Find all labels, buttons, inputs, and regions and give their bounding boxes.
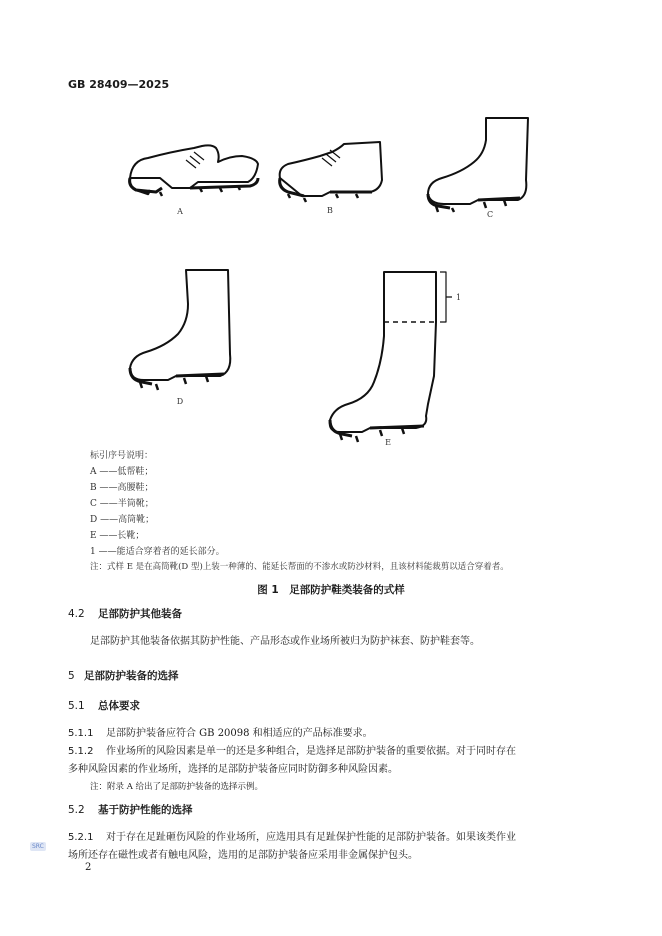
section-title: 基于防护性能的选择 <box>98 804 193 816</box>
section-number: 4.2 <box>68 608 85 620</box>
label-a: A <box>177 207 183 216</box>
page-number: 2 <box>85 862 92 873</box>
clause-note: 注：附录 A 给出了足部防护装备的选择示例。 <box>90 782 264 792</box>
figure-caption: 图 1 足部防护鞋类装备的式样 <box>257 584 405 596</box>
legend-item: A ——低帮鞋； <box>90 467 154 477</box>
figure-note: 注：式样 E 是在高筒靴(D 型)上装一种薄的、能延长帮面的不渗水或防沙材料，且该材料能裁剪以适合穿着者。 <box>90 562 509 572</box>
section-number: 5 <box>68 670 75 682</box>
clause-text: 对于存在足趾砸伤风险的作业场所，应选用具有足趾保护性能的足部防护装备。如果该类作业 <box>106 832 516 843</box>
clause-5-2-1-continued: 场所还存在磁性或者有触电风险，选用的足部防护装备应采用非金属保护包头。 <box>68 850 418 861</box>
clause-text: 作业场所的风险因素是单一的还是多种组合，是选择足部防护装备的重要依据。对于同时存在 <box>106 746 516 757</box>
section-5-2-heading <box>68 802 193 817</box>
section-title: 足部防护其他装备 <box>98 608 182 620</box>
section-4-2-heading <box>68 606 182 621</box>
clause-5-2-1 <box>68 828 516 843</box>
standard-code: GB 28409—2025 <box>68 78 170 91</box>
clause-5-1-2-continued: 多种风险因素的作业场所，选择的足部防护装备应同时防御多种风险因素。 <box>68 764 398 775</box>
footwear-figure <box>90 100 570 450</box>
label-extension: 1 <box>456 293 462 302</box>
section-title: 总体要求 <box>98 700 140 712</box>
section-5-1-heading <box>68 698 140 713</box>
legend-item: 1 ——能适合穿着者的延长部分。 <box>90 547 225 557</box>
legend-item: C ——半筒靴； <box>90 499 154 509</box>
shoe-a-drawing <box>130 145 258 196</box>
section-4-2-text: 足部防护其他装备依据其防护性能、产品形态或作业场所被归为防护袜套、防护鞋套等。 <box>90 636 480 647</box>
shoe-e-drawing <box>330 272 452 442</box>
shoe-b-drawing <box>280 142 382 202</box>
label-e: E <box>385 438 391 447</box>
clause-5-1-2 <box>68 742 516 757</box>
label-b: B <box>327 206 333 215</box>
shoe-d-drawing <box>130 270 230 390</box>
clause-number: 5.1.2 <box>68 746 94 757</box>
legend-item: E ——长靴； <box>90 531 145 541</box>
label-d: D <box>176 397 184 406</box>
clause-text: 足部防护装备应符合 GB 20098 和相适应的产品标准要求。 <box>106 728 373 739</box>
clause-number: 5.1.1 <box>68 728 94 739</box>
section-number: 5.2 <box>68 804 85 816</box>
shoe-c-drawing <box>428 118 528 212</box>
section-title: 足部防护装备的选择 <box>84 670 179 682</box>
legend-item: B ——高腰鞋； <box>90 483 154 493</box>
watermark-stamp: SRC <box>32 843 44 850</box>
clause-number: 5.2.1 <box>68 832 94 843</box>
label-c: C <box>486 210 494 219</box>
clause-5-1-1 <box>68 724 373 739</box>
section-5-heading <box>68 668 179 683</box>
legend-item: D ——高筒靴； <box>90 515 155 525</box>
legend-title: 标引序号说明： <box>90 451 154 461</box>
section-number: 5.1 <box>68 700 85 712</box>
